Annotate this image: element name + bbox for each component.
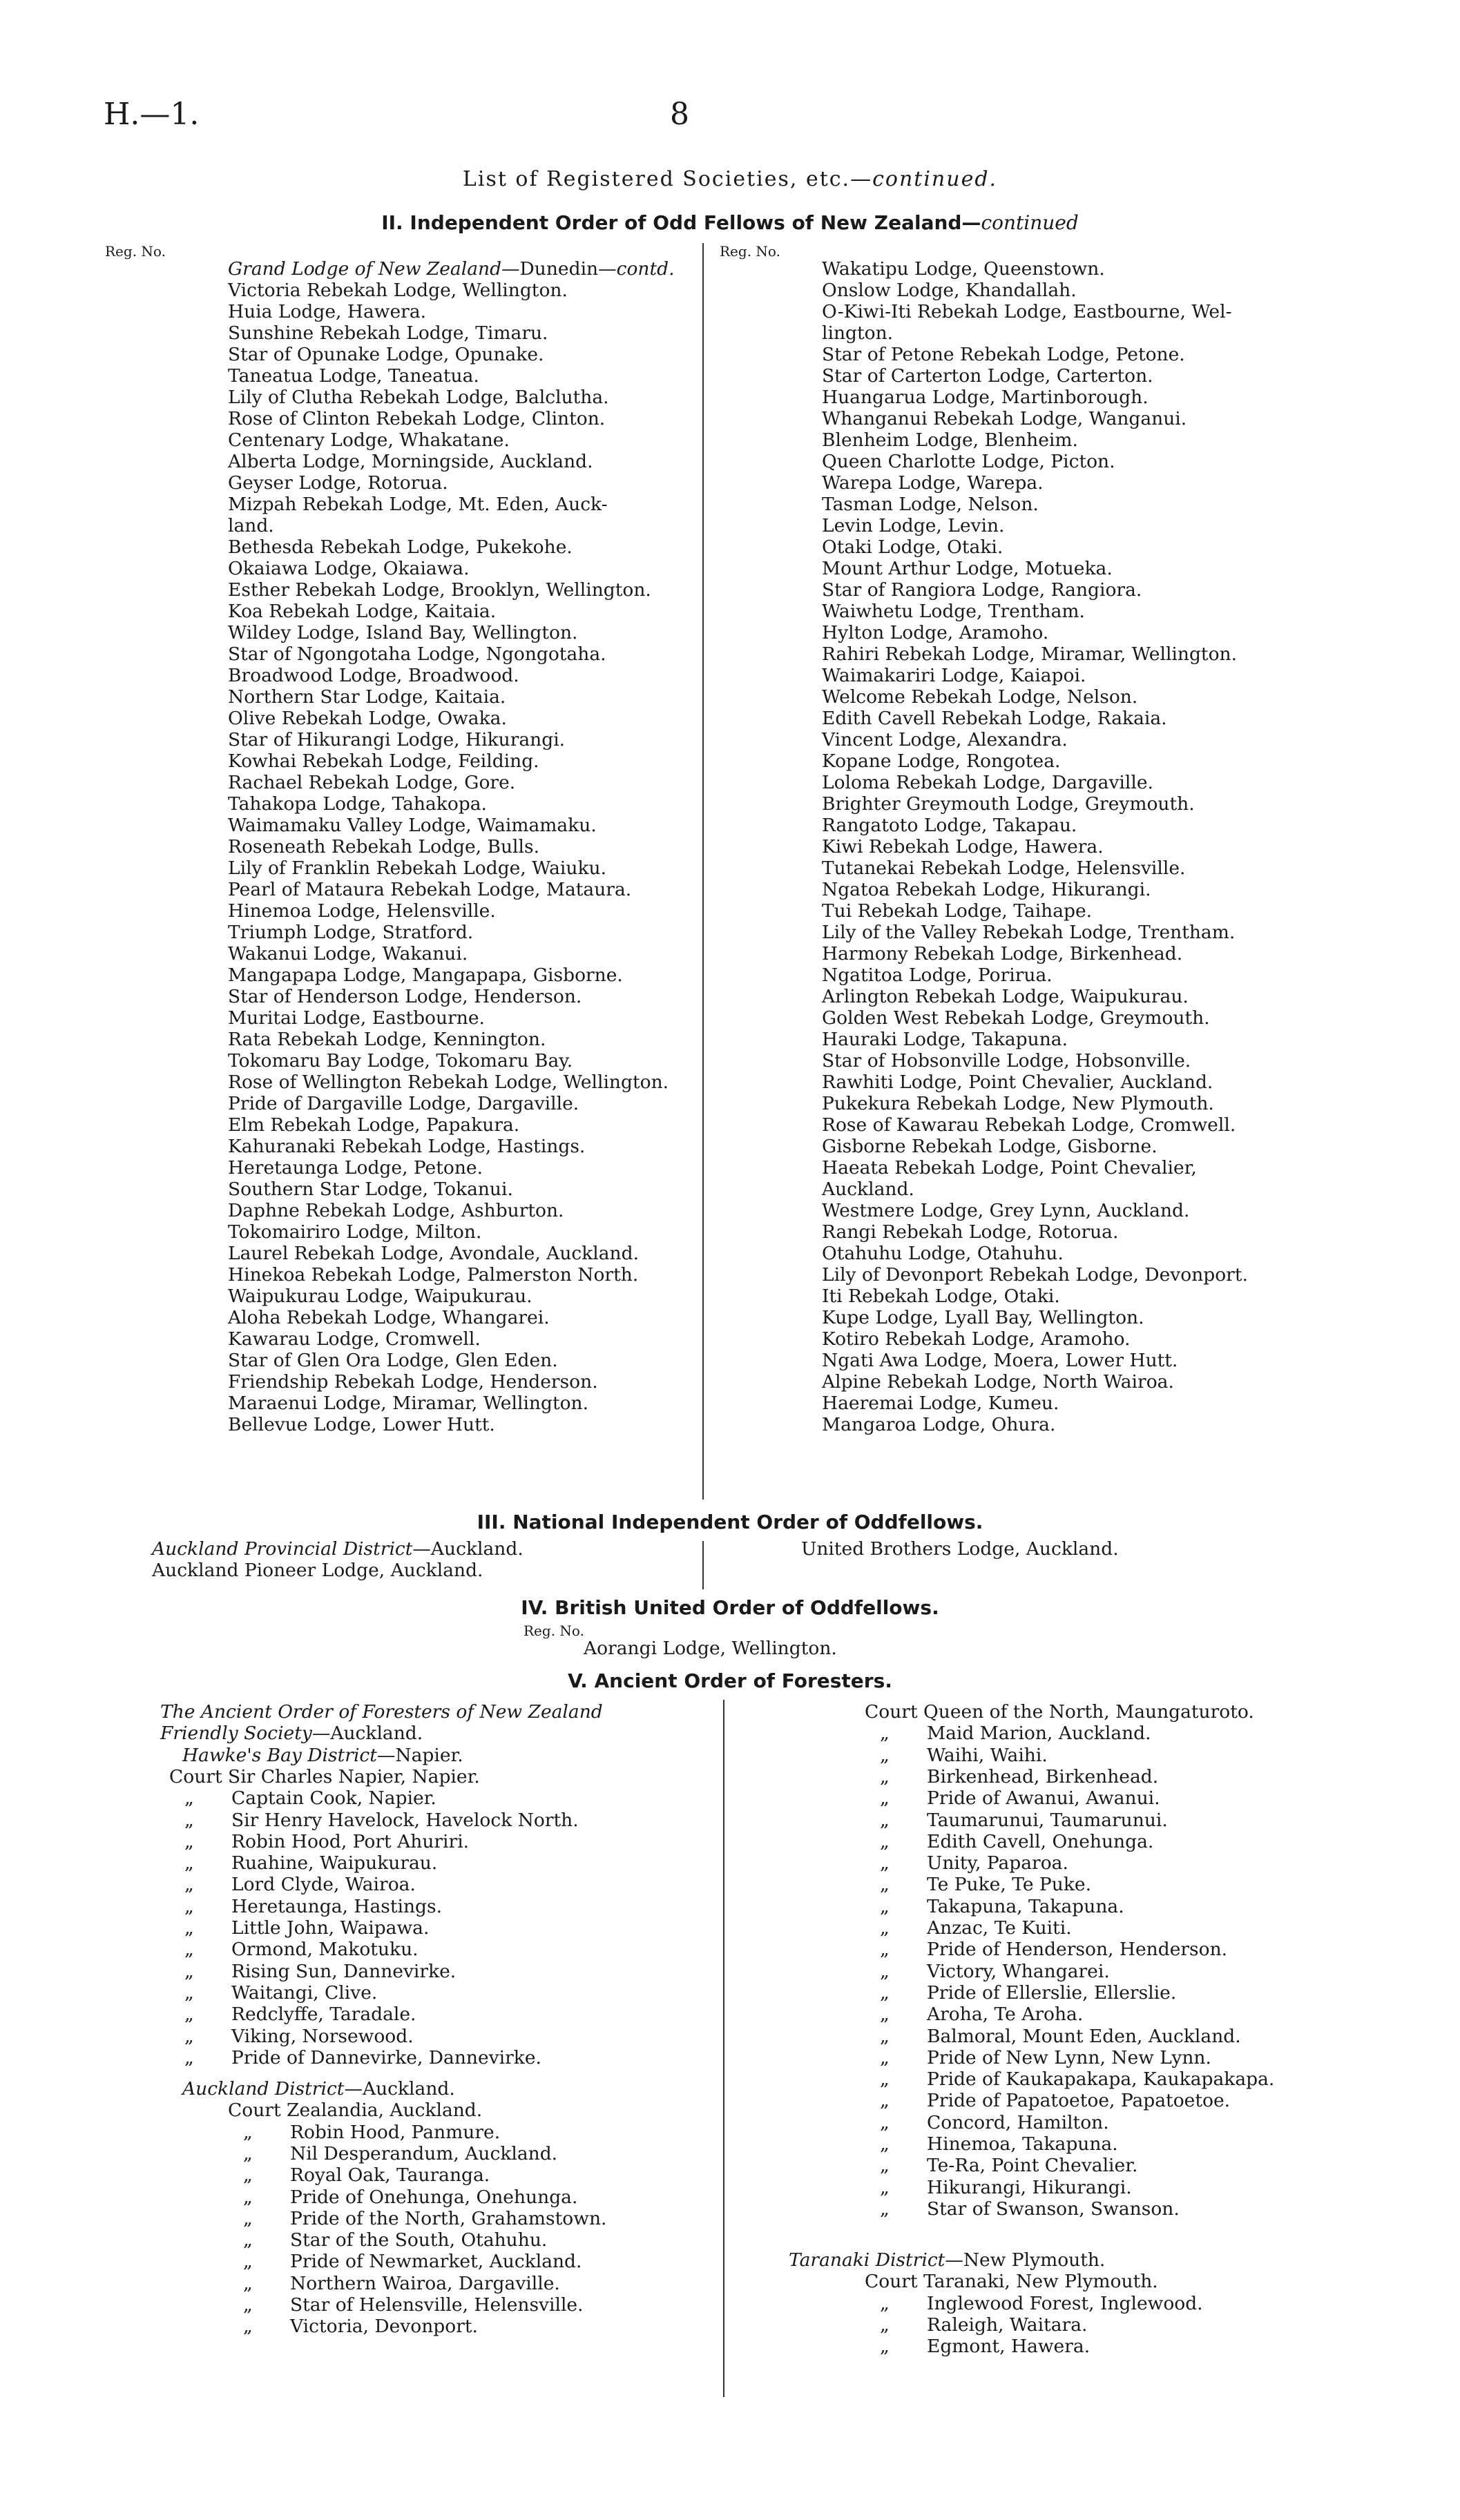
- list-item: Wakatipu Lodge, Queenstown.: [822, 258, 1105, 280]
- list-item: Roseneath Rebekah Lodge, Bulls.: [228, 836, 540, 857]
- list-item: O-Kiwi-Iti Rebekah Lodge, Eastbourne, Wel-: [822, 301, 1232, 322]
- ditto-mark: „: [184, 1981, 194, 2004]
- list-item: Kotiro Rebekah Lodge, Aramoho.: [822, 1328, 1131, 1350]
- list-item: Waiwhetu Lodge, Trentham.: [822, 601, 1085, 622]
- list-item: Mangapapa Lodge, Mangapapa, Gisborne.: [228, 965, 623, 986]
- list-item: United Brothers Lodge, Auckland.: [801, 1538, 1119, 1560]
- list-item: Little John, Waipawa.: [231, 1917, 430, 1939]
- list-item: Lily of Clutha Rebekah Lodge, Balclutha.: [228, 387, 609, 408]
- list-item: Hikurangi, Hikurangi.: [927, 2176, 1132, 2198]
- ditto-mark: „: [243, 2251, 253, 2273]
- list-item: Levin Lodge, Levin.: [822, 515, 1005, 536]
- ditto-mark: „: [880, 1895, 890, 1917]
- list-item: Victoria, Devonport.: [290, 2316, 478, 2338]
- list-item: Pearl of Mataura Rebekah Lodge, Mataura.: [228, 879, 632, 900]
- list-item: Lily of the Valley Rebekah Lodge, Trentham.: [822, 922, 1236, 943]
- ditto-mark: „: [243, 2294, 253, 2316]
- list-item: Star of Opunake Lodge, Opunake.: [228, 344, 544, 365]
- list-item: Elm Rebekah Lodge, Papakura.: [228, 1114, 520, 1136]
- list-item: Maraenui Lodge, Miramar, Wellington.: [228, 1393, 589, 1414]
- entry-heading: Taranaki District—New Plymouth.: [789, 2249, 1106, 2271]
- list-item: Egmont, Hawera.: [927, 2336, 1091, 2358]
- list-item: Taneatua Lodge, Taneatua.: [228, 365, 479, 387]
- ditto-mark: „: [184, 1852, 194, 1874]
- entry-heading: Grand Lodge of New Zealand—Dunedin—contd.: [228, 258, 675, 280]
- list-item: Star of Helensville, Helensville.: [290, 2294, 584, 2316]
- list-item: Daphne Rebekah Lodge, Ashburton.: [228, 1200, 564, 1221]
- list-item: Ormond, Makotuku.: [231, 1939, 419, 1961]
- column-divider-s3: [702, 1541, 704, 1589]
- list-item: Nil Desperandum, Auckland.: [290, 2142, 558, 2164]
- ditto-mark: „: [184, 1939, 194, 1961]
- list-item: Okaiawa Lodge, Okaiawa.: [228, 558, 470, 579]
- list-item: Lord Clyde, Wairoa.: [231, 1874, 416, 1896]
- list-item: Rawhiti Lodge, Point Chevalier, Auckland.: [822, 1072, 1213, 1093]
- ditto-mark: „: [243, 2207, 253, 2229]
- list-item: Rata Rebekah Lodge, Kennington.: [228, 1029, 546, 1050]
- page-number: 8: [670, 97, 689, 132]
- ditto-mark: „: [184, 1830, 194, 1852]
- list-item: Court Taranaki, New Plymouth.: [865, 2271, 1158, 2293]
- ditto-mark: „: [880, 2090, 890, 2112]
- list-item: Rose of Kawarau Rebekah Lodge, Cromwell.: [822, 1114, 1236, 1136]
- list-item: Hinemoa Lodge, Helensville.: [228, 900, 496, 922]
- list-item: Welcome Rebekah Lodge, Nelson.: [822, 686, 1138, 708]
- list-item: Aroha, Te Aroha.: [927, 2004, 1084, 2026]
- list-item: Captain Cook, Napier.: [231, 1787, 436, 1810]
- list-item: Raleigh, Waitara.: [927, 2314, 1088, 2336]
- list-title: [0, 167, 1460, 191]
- list-item: Mizpah Rebekah Lodge, Mt. Eden, Auck-: [228, 494, 608, 515]
- list-item: Kowhai Rebekah Lodge, Feilding.: [228, 750, 539, 772]
- list-item: Huangarua Lodge, Martinborough.: [822, 387, 1149, 408]
- ditto-mark: „: [184, 1787, 194, 1810]
- list-item: Lily of Devonport Rebekah Lodge, Devonport.: [822, 1264, 1248, 1286]
- list-item: Waihi, Waihi.: [927, 1744, 1048, 1766]
- list-item: Te-Ra, Point Chevalier.: [927, 2155, 1138, 2177]
- list-item: Star of Glen Ora Lodge, Glen Eden.: [228, 1350, 558, 1371]
- ditto-mark: „: [880, 1744, 890, 1766]
- section-2-title-cont: continued: [981, 211, 1079, 234]
- list-item: Arlington Rebekah Lodge, Waipukurau.: [822, 986, 1189, 1007]
- list-item: Pride of Papatoetoe, Papatoetoe.: [927, 2090, 1231, 2112]
- list-item: Maid Marion, Auckland.: [927, 1723, 1151, 1745]
- list-item: Heretaunga, Hastings.: [231, 1895, 443, 1917]
- list-item: Rising Sun, Dannevirke.: [231, 1960, 457, 1982]
- list-item: Gisborne Rebekah Lodge, Gisborne.: [822, 1136, 1158, 1157]
- ditto-mark: „: [184, 1895, 194, 1917]
- ditto-mark: „: [880, 1809, 890, 1831]
- list-item: Star of Carterton Lodge, Carterton.: [822, 365, 1153, 387]
- entry-heading: The Ancient Order of Foresters of New Zealand: [160, 1701, 603, 1723]
- list-item: Koa Rebekah Lodge, Kaitaia.: [228, 601, 497, 622]
- list-item: Lily of Franklin Rebekah Lodge, Waiuku.: [228, 857, 607, 879]
- list-item: Court Queen of the North, Maungaturoto.: [865, 1701, 1254, 1723]
- reg-no-label-s4: Reg. No.: [524, 1622, 584, 1639]
- list-item: Ngati Awa Lodge, Moera, Lower Hutt.: [822, 1350, 1178, 1371]
- list-item: Harmony Rebekah Lodge, Birkenhead.: [822, 943, 1183, 965]
- entry-heading: Hawke's Bay District—Napier.: [182, 1744, 463, 1766]
- entry-heading: Auckland Provincial District—Auckland.: [152, 1538, 524, 1560]
- list-title-cont: continued.: [872, 167, 998, 191]
- list-item: Kupe Lodge, Lyall Bay, Wellington.: [822, 1307, 1144, 1328]
- list-item: Loloma Rebekah Lodge, Dargaville.: [822, 772, 1153, 793]
- list-item: Whanganui Rebekah Lodge, Wanganui.: [822, 408, 1187, 429]
- list-item: Centenary Lodge, Whakatane.: [228, 429, 510, 451]
- list-item: Iti Rebekah Lodge, Otaki.: [822, 1286, 1060, 1307]
- ditto-mark: „: [880, 2314, 890, 2336]
- list-item: Triumph Lodge, Stratford.: [228, 922, 474, 943]
- list-item: Laurel Rebekah Lodge, Avondale, Auckland.: [228, 1243, 640, 1264]
- ditto-mark: „: [243, 2121, 253, 2143]
- ditto-mark: „: [243, 2316, 253, 2338]
- list-item: Pride of Dargaville Lodge, Dargaville.: [228, 1093, 579, 1114]
- list-item: Brighter Greymouth Lodge, Greymouth.: [822, 793, 1195, 815]
- list-item: Sir Henry Havelock, Havelock North.: [231, 1809, 579, 1831]
- list-item: Victory, Whangarei.: [927, 1960, 1110, 1982]
- list-item: Aloha Rebekah Lodge, Whangarei.: [228, 1307, 550, 1328]
- list-item: Wildey Lodge, Island Bay, Wellington.: [228, 622, 578, 643]
- list-item: Hauraki Lodge, Takapuna.: [822, 1029, 1068, 1050]
- list-item: Sunshine Rebekah Lodge, Timaru.: [228, 322, 548, 344]
- list-item: Olive Rebekah Lodge, Owaka.: [228, 708, 507, 729]
- list-item: Birkenhead, Birkenhead.: [927, 1765, 1159, 1787]
- list-item: Balmoral, Mount Eden, Auckland.: [927, 2025, 1241, 2047]
- list-item: land.: [228, 515, 274, 536]
- ditto-mark: „: [184, 2046, 194, 2068]
- list-item: Star of Henderson Lodge, Henderson.: [228, 986, 582, 1007]
- list-item: Star of the South, Otahuhu.: [290, 2229, 548, 2251]
- list-item: Waimakariri Lodge, Kaiapoi.: [822, 665, 1086, 686]
- ditto-mark: „: [880, 2046, 890, 2068]
- list-item: Wakanui Lodge, Wakanui.: [228, 943, 468, 965]
- ditto-mark: „: [243, 2272, 253, 2294]
- list-item: Heretaunga Lodge, Petone.: [228, 1157, 483, 1179]
- ditto-mark: „: [880, 1787, 890, 1810]
- ditto-mark: „: [880, 1852, 890, 1874]
- section-5-title: V. Ancient Order of Foresters.: [568, 1669, 892, 1692]
- ditto-mark: „: [880, 1723, 890, 1745]
- ditto-mark: „: [184, 1917, 194, 1939]
- list-item: Northern Wairoa, Dargaville.: [290, 2272, 560, 2294]
- list-item: Hinekoa Rebekah Lodge, Palmerston North.: [228, 1264, 639, 1286]
- ditto-mark: „: [184, 1874, 194, 1896]
- list-item: Kahuranaki Rebekah Lodge, Hastings.: [228, 1136, 586, 1157]
- list-item: Esther Rebekah Lodge, Brooklyn, Wellington.: [228, 579, 651, 601]
- section-3-title: III. National Independent Order of Oddfellows.: [477, 1511, 983, 1533]
- ditto-mark: „: [880, 1765, 890, 1787]
- ditto-mark: „: [184, 2025, 194, 2047]
- list-item: Star of Petone Rebekah Lodge, Petone.: [822, 344, 1185, 365]
- list-item: Muritai Lodge, Eastbourne.: [228, 1007, 485, 1029]
- ditto-mark: „: [880, 1981, 890, 2004]
- list-item: Victoria Rebekah Lodge, Wellington.: [228, 280, 568, 301]
- list-item: Golden West Rebekah Lodge, Greymouth.: [822, 1007, 1210, 1029]
- list-item: Pride of the North, Grahamstown.: [290, 2207, 607, 2229]
- ditto-mark: „: [243, 2164, 253, 2187]
- list-item: Takapuna, Takapuna.: [927, 1895, 1124, 1917]
- list-item: Vincent Lodge, Alexandra.: [822, 729, 1068, 750]
- list-item: Tui Rebekah Lodge, Taihape.: [822, 900, 1093, 922]
- list-item: Rangatoto Lodge, Takapau.: [822, 815, 1077, 836]
- ditto-mark: „: [880, 2176, 890, 2198]
- reg-no-label-left: Reg. No.: [105, 243, 166, 260]
- ditto-mark: „: [880, 1917, 890, 1939]
- list-item: Alpine Rebekah Lodge, North Wairoa.: [822, 1371, 1174, 1393]
- ditto-mark: „: [880, 2155, 890, 2177]
- list-item: Viking, Norsewood.: [231, 2025, 414, 2047]
- list-item: Bethesda Rebekah Lodge, Pukekohe.: [228, 536, 573, 558]
- list-item: Auckland Pioneer Lodge, Auckland.: [152, 1560, 483, 1581]
- list-item: lington.: [822, 322, 894, 344]
- column-divider-s2: [702, 243, 704, 1500]
- list-item: Mangaroa Lodge, Ohura.: [822, 1414, 1056, 1435]
- list-item: Bellevue Lodge, Lower Hutt.: [228, 1414, 495, 1435]
- list-item: Concord, Hamilton.: [927, 2111, 1109, 2133]
- list-item: Westmere Lodge, Grey Lynn, Auckland.: [822, 1200, 1190, 1221]
- list-item: Star of Ngongotaha Lodge, Ngongotaha.: [228, 643, 606, 665]
- ditto-mark: „: [880, 2025, 890, 2047]
- list-item: Pride of Ellerslie, Ellerslie.: [927, 1981, 1177, 2004]
- list-item: Rahiri Rebekah Lodge, Miramar, Wellington.: [822, 643, 1238, 665]
- list-item: Rachael Rebekah Lodge, Gore.: [228, 772, 516, 793]
- ditto-mark: „: [880, 1939, 890, 1961]
- list-item: Anzac, Te Kuiti.: [927, 1917, 1072, 1939]
- list-item: Robin Hood, Port Ahuriri.: [231, 1830, 470, 1852]
- ditto-mark: „: [880, 2292, 890, 2314]
- ditto-mark: „: [880, 2111, 890, 2133]
- list-item: Ngatoa Rebekah Lodge, Hikurangi.: [822, 879, 1151, 900]
- section-2-title-main: II. Independent Order of Odd Fellows of New Zealand—: [381, 211, 981, 234]
- list-item: Northern Star Lodge, Kaitaia.: [228, 686, 506, 708]
- list-item: Waitangi, Clive.: [231, 1981, 378, 2004]
- list-item: Pride of Kaukapakapa, Kaukapakapa.: [927, 2068, 1275, 2091]
- list-item: Court Sir Charles Napier, Napier.: [169, 1765, 480, 1787]
- list-item: Blenheim Lodge, Blenheim.: [822, 429, 1078, 451]
- list-item: Rose of Wellington Rebekah Lodge, Wellington.: [228, 1072, 669, 1093]
- list-item: Mount Arthur Lodge, Motueka.: [822, 558, 1113, 579]
- list-item: Waimamaku Valley Lodge, Waimamaku.: [228, 815, 597, 836]
- ditto-mark: „: [880, 2133, 890, 2155]
- ditto-mark: „: [184, 1809, 194, 1831]
- list-item: Tasman Lodge, Nelson.: [822, 494, 1039, 515]
- list-item: Ngatitoa Lodge, Porirua.: [822, 965, 1053, 986]
- ditto-mark: „: [880, 1830, 890, 1852]
- list-item: Aorangi Lodge, Wellington.: [584, 1638, 837, 1659]
- ditto-mark: „: [880, 2004, 890, 2026]
- list-item: Geyser Lodge, Rotorua.: [228, 472, 448, 494]
- ditto-mark: „: [880, 2336, 890, 2358]
- list-item: Pride of Onehunga, Onehunga.: [290, 2186, 578, 2208]
- list-item: Robin Hood, Panmure.: [290, 2121, 501, 2143]
- list-item: Unity, Paparoa.: [927, 1852, 1068, 1874]
- ditto-mark: „: [880, 2198, 890, 2220]
- report-code: H.—1.: [104, 97, 200, 132]
- list-item: Waipukurau Lodge, Waipukurau.: [228, 1286, 532, 1307]
- list-item: Friendship Rebekah Lodge, Henderson.: [228, 1371, 598, 1393]
- list-item: Hylton Lodge, Aramoho.: [822, 622, 1049, 643]
- section-4-title: IV. British United Order of Oddfellows.: [521, 1596, 939, 1619]
- list-item: Pride of Awanui, Awanui.: [927, 1787, 1160, 1810]
- list-item: Onslow Lodge, Khandallah.: [822, 280, 1077, 301]
- column-divider-s5: [723, 1700, 724, 2397]
- list-item: Alberta Lodge, Morningside, Auckland.: [228, 451, 593, 472]
- list-item: Pride of Newmarket, Auckland.: [290, 2251, 582, 2273]
- list-item: Hinemoa, Takapuna.: [927, 2133, 1118, 2155]
- list-item: Tokomaru Bay Lodge, Tokomaru Bay.: [228, 1050, 573, 1072]
- entry-heading: Friendly Society—Auckland.: [160, 1723, 423, 1745]
- list-item: Star of Rangiora Lodge, Rangiora.: [822, 579, 1142, 601]
- list-item: Huia Lodge, Hawera.: [228, 301, 427, 322]
- ditto-mark: „: [243, 2142, 253, 2164]
- list-item: Haeata Rebekah Lodge, Point Chevalier,: [822, 1157, 1197, 1179]
- ditto-mark: „: [880, 1960, 890, 1982]
- list-item: Kopane Lodge, Rongotea.: [822, 750, 1061, 772]
- list-item: Te Puke, Te Puke.: [927, 1874, 1091, 1896]
- ditto-mark: „: [184, 2004, 194, 2026]
- entry-heading: Auckland District—Auckland.: [182, 2078, 455, 2100]
- list-item: Haeremai Lodge, Kumeu.: [822, 1393, 1059, 1414]
- list-item: Royal Oak, Tauranga.: [290, 2164, 490, 2187]
- list-item: Redclyffe, Taradale.: [231, 2004, 416, 2026]
- list-item: Tokomairiro Lodge, Milton.: [228, 1221, 482, 1243]
- list-title-main: List of Registered Societies, etc.—: [462, 167, 873, 191]
- list-item: Tahakopa Lodge, Tahakopa.: [228, 793, 487, 815]
- list-item: Otaki Lodge, Otaki.: [822, 536, 1003, 558]
- list-item: Pride of New Lynn, New Lynn.: [927, 2046, 1211, 2068]
- list-item: Star of Hikurangi Lodge, Hikurangi.: [228, 729, 566, 750]
- list-item: Auckland.: [822, 1179, 914, 1200]
- list-item: Broadwood Lodge, Broadwood.: [228, 665, 519, 686]
- list-item: Pukekura Rebekah Lodge, New Plymouth.: [822, 1093, 1214, 1114]
- list-item: Rose of Clinton Rebekah Lodge, Clinton.: [228, 408, 606, 429]
- ditto-mark: „: [243, 2229, 253, 2251]
- list-item: Southern Star Lodge, Tokanui.: [228, 1179, 513, 1200]
- list-item: Ruahine, Waipukurau.: [231, 1852, 438, 1874]
- list-item: Edith Cavell Rebekah Lodge, Rakaia.: [822, 708, 1167, 729]
- list-item: Pride of Dannevirke, Dannevirke.: [231, 2046, 541, 2068]
- list-item: Kawarau Lodge, Cromwell.: [228, 1328, 481, 1350]
- list-item: Pride of Henderson, Henderson.: [927, 1939, 1228, 1961]
- reg-no-label-right: Reg. No.: [720, 243, 780, 260]
- list-item: Tutanekai Rebekah Lodge, Helensville.: [822, 857, 1186, 879]
- list-item: Rangi Rebekah Lodge, Rotorua.: [822, 1221, 1119, 1243]
- ditto-mark: „: [880, 1874, 890, 1896]
- ditto-mark: „: [243, 2186, 253, 2208]
- section-2-title: [0, 211, 1460, 234]
- list-item: Inglewood Forest, Inglewood.: [927, 2292, 1203, 2314]
- ditto-mark: „: [880, 2068, 890, 2091]
- list-item: Star of Hobsonville Lodge, Hobsonville.: [822, 1050, 1191, 1072]
- list-item: Warepa Lodge, Warepa.: [822, 472, 1044, 494]
- list-item: Star of Swanson, Swanson.: [927, 2198, 1180, 2220]
- list-item: Taumarunui, Taumarunui.: [927, 1809, 1168, 1831]
- list-item: Queen Charlotte Lodge, Picton.: [822, 451, 1115, 472]
- list-item: Kiwi Rebekah Lodge, Hawera.: [822, 836, 1104, 857]
- list-item: Court Zealandia, Auckland.: [228, 2100, 483, 2122]
- list-item: Edith Cavell, Onehunga.: [927, 1830, 1154, 1852]
- list-item: Otahuhu Lodge, Otahuhu.: [822, 1243, 1064, 1264]
- ditto-mark: „: [184, 1960, 194, 1982]
